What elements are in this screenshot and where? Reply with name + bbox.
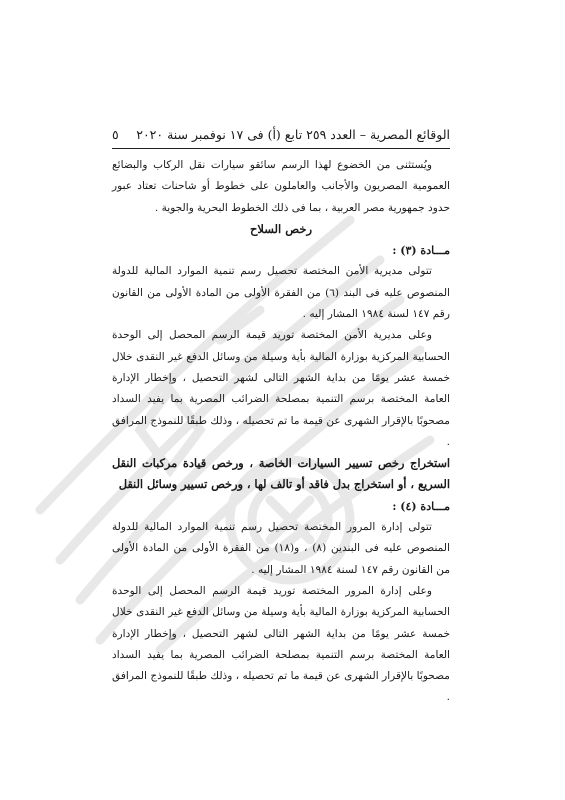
article-3-label: مـــادة (٣) : (392, 244, 450, 258)
article-4-paragraph-2: وعلى إدارة المرور المختصة توريد قيمة الرسم المحصل إلى الوحدة الحسابية المركزية بوزارة المالية بأية وسيلة من وسائل الدفع غير النقدى خلال خمسة عشر يومًا من بداية الشهر التالى لشهر التحصيل ، وإخطار الإدارة العامة المختصة برسم التنمية بمصلحة الضرائب المصرية بما يفيد السداد مصحوبًا بالإقرار الشهرى عن قيمة ما تم تحصيله ، وذلك طبقًا للنموذج المرافق . (112, 584, 451, 704)
header-title: الوقائع المصرية – العدد ٢٥٩ تابع (أ) فى ١٧ نوفمبر سنة ٢٠٢٠ (136, 127, 450, 142)
page-number: ٥ (112, 127, 119, 142)
header-rule (112, 148, 450, 149)
article-4-label: مـــادة (٤) : (392, 499, 450, 513)
article-3-paragraph-2: وعلى مديرية الأمن المختصة توريد قيمة الرسم المحصل إلى الوحدة الحسابية المركزية بوزارة المالية بأية وسيلة من وسائل الدفع غير النقدى خلال خمسة عشر يومًا من بداية الشهر التالى لشهر التحصيل ، وإخطار الإدارة العامة المختصة برسم التنمية بمصلحة الضرائب المصرية بما يفيد السداد مصحوبًا بالإقرار الشهرى عن قيمة ما تم تحصيله ، وذلك طبقًا للنموذج المرافق . (112, 329, 451, 448)
section-title-vehicles-line-2: السريع ، أو استخراج بدل فاقد أو تالف لها ، ورخص تسيير وسائل النقل (118, 477, 450, 492)
article-3-paragraph-1: تتولى مديرية الأمن المختصة تحصيل رسم تنمية الموارد المالية للدولة المنصوص عليه فى البند (٦) من الفقرة الأولى من المادة الأولى من القانون رقم ١٤٧ لسنة ١٩٨٤ المشار إليه . (112, 265, 450, 321)
section-title-weapons: رخص السلاح (250, 221, 312, 236)
intro-paragraph: ويُستثنى من الخضوع لهذا الرسم سائقو سيارات نقل الركاب والبضائع العمومية المصريون والأجانب والعاملون على خطوط أو شاحنات تعتاد عبور حدود جمهورية مصر العربية ، بما فى ذلك الخطوط البحرية والجوية . (112, 159, 450, 214)
article-4-paragraph-1: تتولى إدارة المرور المختصة تحصيل رسم تنمية الموارد المالية للدولة المنصوص عليه فى البندين (٨) ، و(١٨) من الفقرة الأولى من المادة الأولى من القانون رقم ١٤٧ لسنة ١٩٨٤ المشار إليه . (112, 521, 450, 576)
section-title-vehicles-line-1: استخراج رخص تسيير السيارات الخاصة ، ورخص قيادة مركبات النقل (112, 456, 450, 471)
page-body (112, 155, 450, 709)
